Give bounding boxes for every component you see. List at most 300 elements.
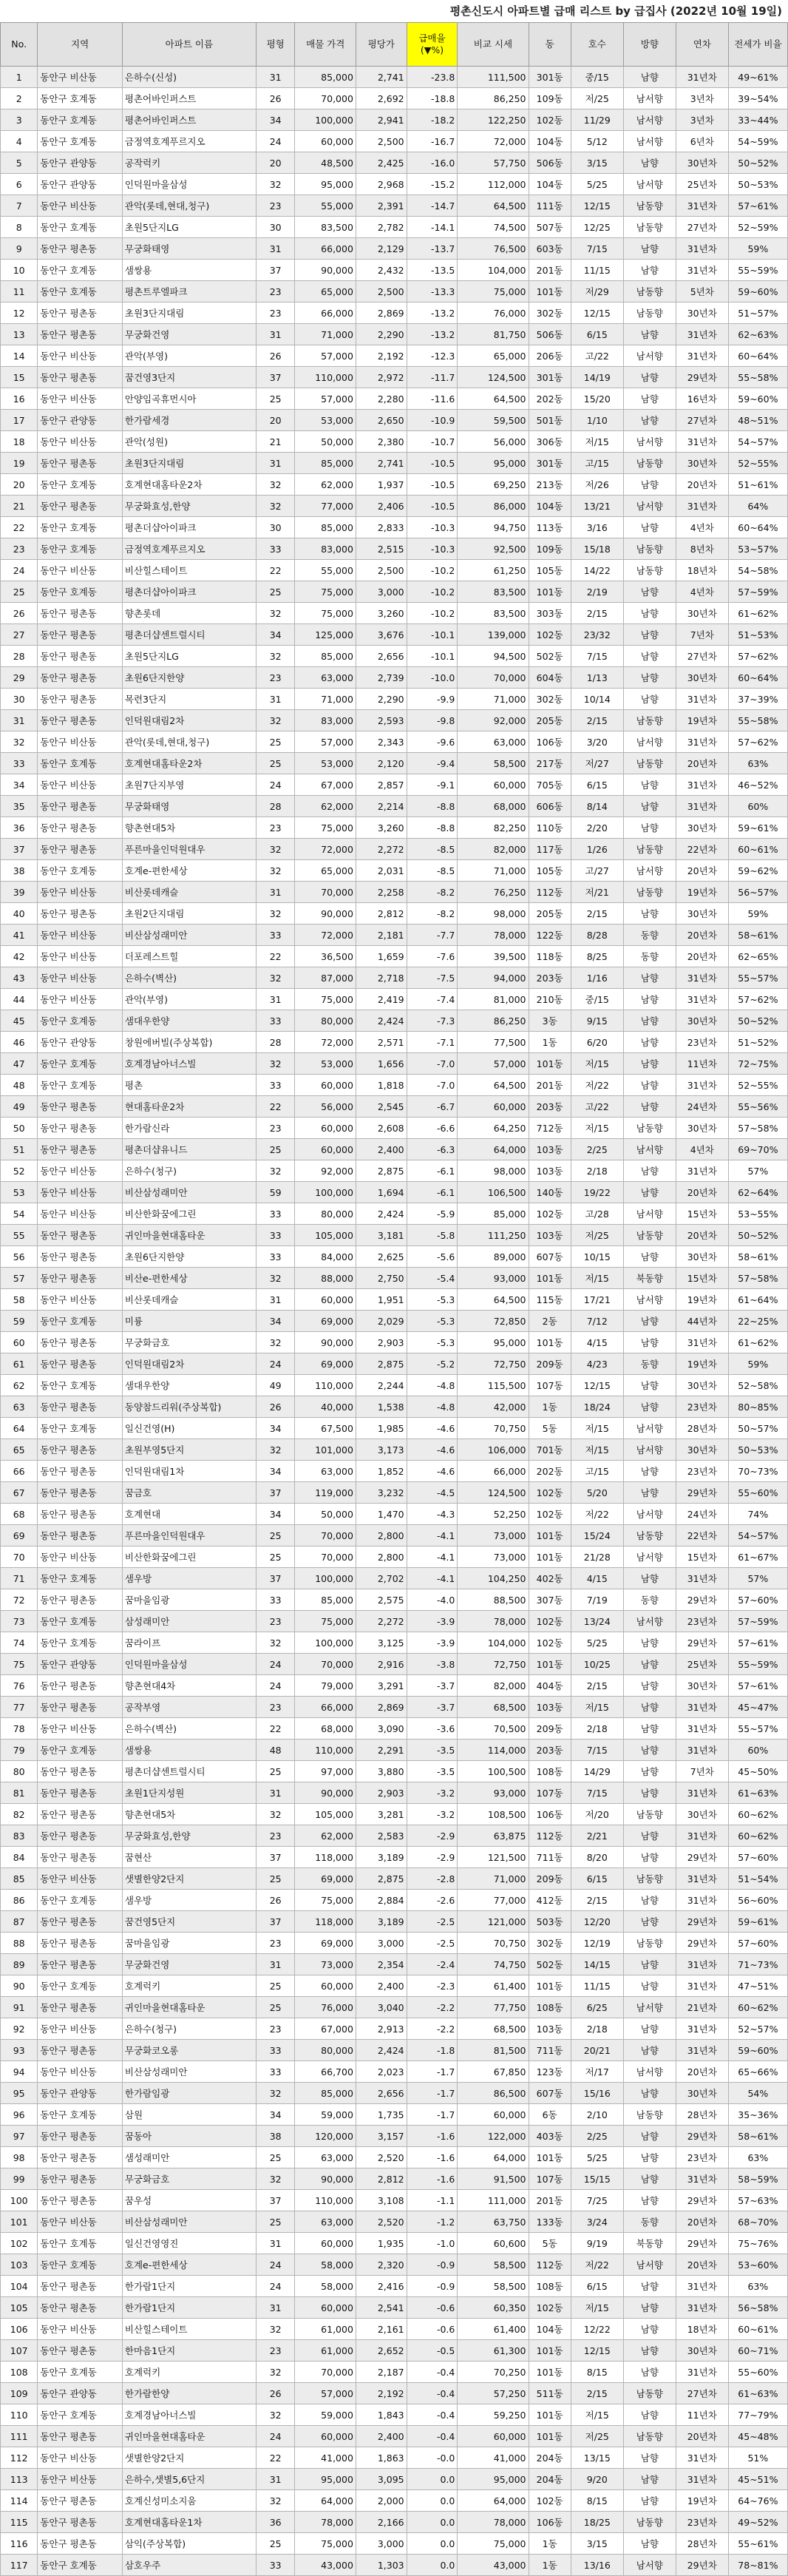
cell-no: 4 [1, 131, 38, 152]
cell-jeonse-ratio: 45~48% [728, 2426, 787, 2447]
cell-region: 동안구 비산동 [38, 2211, 123, 2233]
cell-price: 75,000 [295, 1890, 356, 1911]
cell-region: 동안구 호계동 [38, 538, 123, 560]
cell-no: 57 [1, 1268, 38, 1289]
cell-no: 70 [1, 1546, 38, 1568]
cell-apartment: 무궁화금호 [122, 1332, 256, 1353]
cell-direction: 남향 [623, 2340, 676, 2362]
cell-discount-rate: -6.6 [407, 1118, 458, 1139]
cell-region: 동안구 호계동 [38, 860, 123, 882]
cell-no: 95 [1, 2083, 38, 2104]
cell-building: 103동 [529, 1697, 571, 1718]
cell-compare-price: 124,500 [458, 1482, 529, 1504]
cell-compare-price: 64,500 [458, 1075, 529, 1096]
cell-floor: 저/15 [571, 1268, 623, 1289]
cell-price-per-pyeong: 2,515 [356, 538, 407, 560]
cell-building: 102동 [529, 624, 571, 646]
cell-size: 24 [256, 2254, 295, 2276]
cell-size: 38 [256, 2126, 295, 2147]
cell-jeonse-ratio: 62~64% [728, 1182, 787, 1203]
cell-price-per-pyeong: 2,718 [356, 967, 407, 989]
cell-floor: 6/15 [571, 774, 623, 796]
cell-age: 23년차 [676, 1032, 728, 1053]
cell-building: 606동 [529, 796, 571, 817]
cell-size: 23 [256, 302, 295, 324]
cell-compare-price: 85,000 [458, 1203, 529, 1225]
table-row [1, 281, 788, 302]
cell-age: 29년차 [676, 2555, 728, 2576]
cell-size: 34 [256, 1418, 295, 1439]
cell-building: 307동 [529, 1589, 571, 1611]
cell-discount-rate: -7.5 [407, 967, 458, 989]
cell-region: 동안구 평촌동 [38, 2040, 123, 2061]
cell-price: 85,000 [295, 67, 356, 88]
table-row [1, 1675, 788, 1697]
cell-building: 101동 [529, 1268, 571, 1289]
cell-no: 94 [1, 2061, 38, 2083]
cell-age: 31년차 [676, 1718, 728, 1740]
cell-direction: 남동향 [623, 1933, 676, 1954]
cell-discount-rate: -1.7 [407, 2061, 458, 2083]
table-row [1, 2147, 788, 2168]
cell-price-per-pyeong: 2,291 [356, 1740, 407, 1761]
table-row [1, 1890, 788, 1911]
table-row [1, 2426, 788, 2447]
cell-jeonse-ratio: 70~73% [728, 1461, 787, 1482]
cell-size: 32 [256, 2362, 295, 2383]
cell-no: 21 [1, 496, 38, 517]
col-header-building: 동 [529, 23, 571, 67]
cell-price-per-pyeong: 2,692 [356, 88, 407, 109]
cell-no: 20 [1, 474, 38, 496]
cell-apartment: 샘우방 [122, 1890, 256, 1911]
cell-jeonse-ratio: 50~53% [728, 174, 787, 195]
col-header-compare-price: 비교 시세 [458, 23, 529, 67]
cell-size: 23 [256, 1825, 295, 1847]
cell-region: 동안구 비산동 [38, 2469, 123, 2490]
cell-floor: 12/19 [571, 1933, 623, 1954]
table-row [1, 2168, 788, 2190]
table-row [1, 2404, 788, 2426]
cell-discount-rate: -9.8 [407, 710, 458, 731]
cell-jeonse-ratio: 57~58% [728, 1268, 787, 1289]
cell-apartment: 샘대우한양 [122, 1010, 256, 1032]
cell-price: 110,000 [295, 2190, 356, 2211]
cell-building: 507동 [529, 217, 571, 238]
cell-age: 31년차 [676, 731, 728, 753]
cell-age: 31년차 [676, 2469, 728, 2490]
cell-compare-price: 64,000 [458, 1139, 529, 1160]
cell-jeonse-ratio: 52~59% [728, 217, 787, 238]
cell-price-per-pyeong: 2,800 [356, 1546, 407, 1568]
cell-discount-rate: -10.1 [407, 646, 458, 667]
cell-age: 31년차 [676, 1782, 728, 1804]
cell-jeonse-ratio: 45~47% [728, 1697, 787, 1718]
cell-size: 23 [256, 667, 295, 689]
cell-floor: 12/15 [571, 1375, 623, 1396]
cell-no: 41 [1, 924, 38, 946]
cell-age: 31년차 [676, 689, 728, 710]
cell-jeonse-ratio: 54~58% [728, 560, 787, 581]
cell-jeonse-ratio: 50~52% [728, 152, 787, 174]
cell-apartment: 무궁화건영 [122, 1954, 256, 1975]
cell-size: 26 [256, 88, 295, 109]
cell-no: 25 [1, 581, 38, 603]
cell-direction: 남향 [623, 1975, 676, 1997]
cell-price-per-pyeong: 3,260 [356, 603, 407, 624]
cell-floor: 저/15 [571, 1418, 623, 1439]
cell-price-per-pyeong: 3,232 [356, 1482, 407, 1504]
cell-price-per-pyeong: 2,416 [356, 2276, 407, 2297]
cell-apartment: 샘성래미안 [122, 2147, 256, 2168]
cell-price-per-pyeong: 2,575 [356, 1589, 407, 1611]
cell-direction: 남동향 [623, 1868, 676, 1890]
cell-jeonse-ratio: 74% [728, 1504, 787, 1525]
col-header-price-per-pyeong: 평당가 [356, 23, 407, 67]
cell-price: 71,000 [295, 324, 356, 345]
cell-no: 15 [1, 367, 38, 388]
cell-direction: 남향 [623, 1911, 676, 1933]
cell-discount-rate: -2.2 [407, 2018, 458, 2040]
cell-discount-rate: -0.4 [407, 2426, 458, 2447]
cell-building: 603동 [529, 238, 571, 260]
cell-compare-price: 98,000 [458, 903, 529, 924]
cell-price: 59,000 [295, 2104, 356, 2126]
cell-region: 동안구 비산동 [38, 989, 123, 1010]
cell-no: 1 [1, 67, 38, 88]
cell-building: 501동 [529, 410, 571, 431]
cell-region: 동안구 평촌동 [38, 1911, 123, 1933]
cell-direction: 남향 [623, 238, 676, 260]
cell-age: 21년차 [676, 1997, 728, 2018]
cell-floor: 2/18 [571, 1718, 623, 1740]
cell-region: 동안구 평촌동 [38, 2147, 123, 2168]
cell-price-per-pyeong: 2,652 [356, 2340, 407, 2362]
cell-floor: 20/21 [571, 2040, 623, 2061]
cell-discount-rate: -8.5 [407, 860, 458, 882]
cell-apartment: 무궁화효성,한양 [122, 496, 256, 517]
cell-compare-price: 64,500 [458, 195, 529, 217]
cell-age: 31년차 [676, 345, 728, 367]
cell-no: 105 [1, 2297, 38, 2319]
cell-discount-rate: -1.6 [407, 2168, 458, 2190]
cell-region: 동안구 호계동 [38, 1890, 123, 1911]
cell-size: 25 [256, 1975, 295, 1997]
cell-price: 101,000 [295, 1439, 356, 1461]
cell-no: 5 [1, 152, 38, 174]
cell-building: 604동 [529, 667, 571, 689]
cell-price: 67,000 [295, 774, 356, 796]
cell-discount-rate: -3.5 [407, 1740, 458, 1761]
table-row [1, 1568, 788, 1589]
cell-no: 97 [1, 2126, 38, 2147]
cell-discount-rate: 0.0 [407, 2512, 458, 2533]
cell-size: 23 [256, 817, 295, 839]
cell-direction: 남향 [623, 2083, 676, 2104]
cell-building: 102동 [529, 2297, 571, 2319]
cell-jeonse-ratio: 47~51% [728, 1975, 787, 1997]
cell-building: 204동 [529, 2469, 571, 2490]
cell-age: 31년차 [676, 431, 728, 453]
cell-discount-rate: -5.8 [407, 1225, 458, 1246]
cell-size: 34 [256, 1311, 295, 1332]
cell-direction: 남향 [623, 2147, 676, 2168]
cell-floor: 15/20 [571, 388, 623, 410]
cell-floor: 2/21 [571, 1825, 623, 1847]
table-row [1, 1268, 788, 1289]
cell-region: 동안구 비산동 [38, 2061, 123, 2083]
cell-jeonse-ratio: 59~60% [728, 388, 787, 410]
cell-apartment: 은하수(신성) [122, 67, 256, 88]
cell-region: 동안구 평촌동 [38, 1139, 123, 1160]
cell-building: 101동 [529, 1975, 571, 1997]
cell-building: 712동 [529, 1118, 571, 1139]
cell-region: 동안구 비산동 [38, 1868, 123, 1890]
cell-floor: 저/25 [571, 2426, 623, 2447]
cell-jeonse-ratio: 61~63% [728, 2383, 787, 2404]
cell-direction: 남서향 [623, 731, 676, 753]
cell-direction: 남향 [623, 324, 676, 345]
cell-discount-rate: -0.4 [407, 2383, 458, 2404]
cell-compare-price: 77,750 [458, 1997, 529, 2018]
cell-age: 30년차 [676, 1675, 728, 1697]
cell-compare-price: 68,500 [458, 1697, 529, 1718]
cell-direction: 남서향 [623, 431, 676, 453]
cell-floor: 23/32 [571, 624, 623, 646]
cell-price: 95,000 [295, 2469, 356, 2490]
cell-direction: 남동향 [623, 1525, 676, 1546]
cell-apartment: 삼호우주 [122, 2555, 256, 2576]
cell-price: 100,000 [295, 1632, 356, 1654]
cell-building: 5동 [529, 1418, 571, 1439]
cell-direction: 남향 [623, 2469, 676, 2490]
cell-building: 113동 [529, 517, 571, 538]
cell-apartment: 평촌어바인퍼스트 [122, 109, 256, 131]
cell-floor: 7/15 [571, 646, 623, 667]
cell-region: 동안구 호계동 [38, 474, 123, 496]
table-row [1, 1139, 788, 1160]
cell-discount-rate: -5.4 [407, 1268, 458, 1289]
cell-price-per-pyeong: 2,916 [356, 1654, 407, 1675]
table-row [1, 2490, 788, 2512]
cell-jeonse-ratio: 61~62% [728, 603, 787, 624]
cell-price-per-pyeong: 2,258 [356, 882, 407, 903]
cell-apartment: 관악(성원) [122, 431, 256, 453]
table-row [1, 474, 788, 496]
cell-price: 40,000 [295, 1396, 356, 1418]
cell-size: 32 [256, 646, 295, 667]
cell-discount-rate: -4.1 [407, 1568, 458, 1589]
cell-discount-rate: -7.6 [407, 946, 458, 967]
cell-building: 302동 [529, 302, 571, 324]
cell-size: 32 [256, 1804, 295, 1825]
table-row [1, 860, 788, 882]
cell-region: 동안구 평촌동 [38, 496, 123, 517]
cell-size: 22 [256, 560, 295, 581]
cell-no: 68 [1, 1504, 38, 1525]
cell-region: 동안구 관양동 [38, 174, 123, 195]
cell-no: 112 [1, 2447, 38, 2469]
cell-region: 동안구 평촌동 [38, 302, 123, 324]
cell-size: 32 [256, 860, 295, 882]
cell-floor: 7/15 [571, 238, 623, 260]
cell-price-per-pyeong: 2,320 [356, 2254, 407, 2276]
cell-jeonse-ratio: 59~60% [728, 2040, 787, 2061]
cell-price-per-pyeong: 2,875 [356, 1353, 407, 1375]
cell-age: 15년차 [676, 1203, 728, 1225]
cell-no: 19 [1, 453, 38, 474]
cell-building: 104동 [529, 131, 571, 152]
cell-building: 203동 [529, 967, 571, 989]
table-row [1, 388, 788, 410]
cell-price: 63,000 [295, 1461, 356, 1482]
cell-age: 31년차 [676, 1332, 728, 1353]
cell-floor: 12/25 [571, 217, 623, 238]
cell-price-per-pyeong: 2,903 [356, 1782, 407, 1804]
cell-region: 동안구 평촌동 [38, 603, 123, 624]
table-row [1, 2104, 788, 2126]
cell-jeonse-ratio: 48~51% [728, 410, 787, 431]
cell-age: 11년차 [676, 2404, 728, 2426]
cell-direction: 남서향 [623, 1611, 676, 1632]
cell-discount-rate: -1.6 [407, 2147, 458, 2168]
cell-price-per-pyeong: 2,432 [356, 260, 407, 281]
table-row [1, 2340, 788, 2362]
cell-price-per-pyeong: 2,244 [356, 1375, 407, 1396]
cell-apartment: 안양임곡휴먼시아 [122, 388, 256, 410]
cell-size: 23 [256, 1118, 295, 1139]
cell-jeonse-ratio: 49~61% [728, 67, 787, 88]
cell-apartment: 꿈동아 [122, 2126, 256, 2147]
cell-building: 3동 [529, 1010, 571, 1032]
cell-apartment: 미륭 [122, 1311, 256, 1332]
cell-age: 28년차 [676, 1418, 728, 1439]
cell-no: 62 [1, 1375, 38, 1396]
cell-direction: 남향 [623, 2276, 676, 2297]
cell-size: 23 [256, 281, 295, 302]
cell-price: 66,000 [295, 238, 356, 260]
cell-jeonse-ratio: 55~59% [728, 1654, 787, 1675]
cell-jeonse-ratio: 63% [728, 2147, 787, 2168]
table-row [1, 1589, 788, 1611]
cell-discount-rate: -0.9 [407, 2254, 458, 2276]
cell-size: 32 [256, 2319, 295, 2340]
table-row [1, 367, 788, 388]
table-row [1, 1632, 788, 1654]
cell-discount-rate: -1.7 [407, 2083, 458, 2104]
cell-price: 50,000 [295, 1504, 356, 1525]
cell-age: 31년차 [676, 2447, 728, 2469]
col-header-size: 평형 [256, 23, 295, 67]
cell-apartment: 호계럭키 [122, 1975, 256, 1997]
cell-jeonse-ratio: 33~44% [728, 109, 787, 131]
cell-apartment: 호계경남아너스빌 [122, 2404, 256, 2426]
cell-jeonse-ratio: 75~76% [728, 2233, 787, 2254]
cell-floor: 저/27 [571, 753, 623, 774]
cell-price-per-pyeong: 2,656 [356, 2083, 407, 2104]
cell-age: 31년차 [676, 1954, 728, 1975]
cell-building: 101동 [529, 281, 571, 302]
cell-jeonse-ratio: 57~63% [728, 2190, 787, 2211]
cell-direction: 남동향 [623, 2426, 676, 2447]
cell-size: 37 [256, 1847, 295, 1868]
cell-compare-price: 89,000 [458, 1246, 529, 1268]
cell-region: 동안구 평촌동 [38, 1675, 123, 1697]
cell-apartment: 비산삼성래미안 [122, 1182, 256, 1203]
table-row [1, 560, 788, 581]
cell-age: 20년차 [676, 2426, 728, 2447]
cell-building: 102동 [529, 109, 571, 131]
cell-direction: 남향 [623, 1482, 676, 1504]
cell-apartment: 비산힐스테이트 [122, 560, 256, 581]
cell-age: 30년차 [676, 667, 728, 689]
cell-age: 27년차 [676, 410, 728, 431]
cell-price: 60,000 [295, 1139, 356, 1160]
cell-direction: 남서향 [623, 1139, 676, 1160]
cell-building: 108동 [529, 1761, 571, 1782]
cell-size: 32 [256, 496, 295, 517]
cell-region: 동안구 평촌동 [38, 367, 123, 388]
cell-direction: 남동향 [623, 1225, 676, 1246]
cell-floor: 고/28 [571, 1203, 623, 1225]
cell-price-per-pyeong: 2,750 [356, 1268, 407, 1289]
cell-price: 85,000 [295, 2083, 356, 2104]
cell-building: 133동 [529, 2211, 571, 2233]
cell-direction: 남향 [623, 1096, 676, 1118]
cell-apartment: 초원5단지LG [122, 217, 256, 238]
cell-apartment: 무궁화금호 [122, 2168, 256, 2190]
cell-price: 66,000 [295, 302, 356, 324]
cell-floor: 8/25 [571, 946, 623, 967]
cell-size: 32 [256, 1332, 295, 1353]
cell-price: 75,000 [295, 581, 356, 603]
cell-discount-rate: -5.3 [407, 1332, 458, 1353]
cell-size: 34 [256, 624, 295, 646]
cell-apartment: 초원부영5단지 [122, 1439, 256, 1461]
cell-discount-rate: -7.3 [407, 1010, 458, 1032]
cell-building: 5동 [529, 2233, 571, 2254]
cell-price-per-pyeong: 2,812 [356, 903, 407, 924]
table-row [1, 410, 788, 431]
cell-price-per-pyeong: 2,608 [356, 1118, 407, 1139]
cell-building: 404동 [529, 1675, 571, 1697]
cell-price-per-pyeong: 3,157 [356, 2126, 407, 2147]
cell-age: 20년차 [676, 1225, 728, 1246]
cell-direction: 남서향 [623, 2061, 676, 2083]
cell-age: 22년차 [676, 839, 728, 860]
cell-apartment: 평촌더샵아이파크 [122, 581, 256, 603]
cell-age: 23년차 [676, 1396, 728, 1418]
cell-price: 70,000 [295, 2362, 356, 2383]
cell-age: 31년차 [676, 1568, 728, 1589]
cell-jeonse-ratio: 60~64% [728, 345, 787, 367]
cell-apartment: 무궁화태영 [122, 238, 256, 260]
cell-discount-rate: -3.7 [407, 1675, 458, 1697]
cell-apartment: 호계현대홈타운1차 [122, 2512, 256, 2533]
cell-size: 37 [256, 1482, 295, 1504]
cell-region: 동안구 평촌동 [38, 710, 123, 731]
table-row [1, 109, 788, 131]
table-row [1, 1611, 788, 1632]
cell-age: 20년차 [676, 946, 728, 967]
cell-jeonse-ratio: 57~60% [728, 1847, 787, 1868]
cell-floor: 14/15 [571, 1954, 623, 1975]
cell-direction: 동향 [623, 1353, 676, 1375]
cell-size: 36 [256, 2512, 295, 2533]
cell-price-per-pyeong: 3,000 [356, 581, 407, 603]
cell-price: 65,000 [295, 860, 356, 882]
cell-region: 동안구 평촌동 [38, 839, 123, 860]
